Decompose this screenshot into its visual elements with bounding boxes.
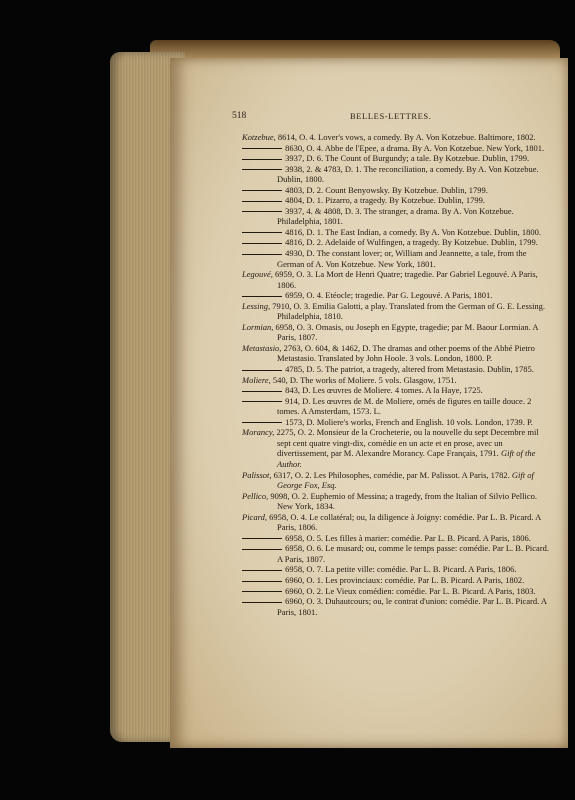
catalog-entry — [242, 543, 550, 564]
catalog-entry — [242, 132, 550, 143]
entry-author: Lessing, — [242, 300, 271, 311]
catalog-entry — [242, 586, 550, 597]
entry-text: 2275, O. 2. Monsieur de la Crocheterie, ou la nouvelle du sept Decembre mil sept cent quatre vingt-dix, comédie en un acte et en prose, avec un divertissement, par M. Alexandre Morancy. Cape Français, 1791. — [274, 427, 539, 459]
catalog-entry — [242, 564, 550, 575]
entry-author: Morancy, — [242, 427, 275, 438]
ditto-dash — [242, 422, 282, 423]
catalog-entry — [242, 301, 550, 322]
entry-text: 3937, 4. & 4808, D. 3. The stranger, a drama. By A. Von Kotzebue. Philadelphia, 1801. — [277, 205, 514, 227]
entry-text: 1573, D. Moliere's works, French and English. 10 vols. London, 1739. P. — [285, 416, 533, 427]
entry-text: 6958, O. 3. Omasis, ou Joseph en Egypte, tragedie; par M. Baour Lormian. A Paris, 1807. — [273, 321, 539, 343]
catalog-entry — [242, 227, 550, 238]
ditto-dash — [242, 591, 282, 592]
ditto-dash — [242, 254, 282, 255]
entry-text: 6958, O. 4. Le collatéral; ou, la diligence à Joigny: comédie. Par L. B. Picard. A Paris, 1806. — [266, 511, 541, 533]
ditto-dash — [242, 401, 282, 402]
entry-text: 6960, O. 1. Les provinciaux: comédie. Par L. B. Picard. A Paris, 1802. — [285, 574, 525, 585]
ditto-dash — [242, 211, 282, 212]
entry-text: 6958, O. 5. Les filles à marier: comédie. Par L. B. Picard. A Paris, 1806. — [285, 532, 531, 543]
catalog-entry — [242, 322, 550, 343]
entry-text: 8630, O. 4. Abbe de l'Epee, a drama. By A. Von Kotzebue. New York, 1801. — [285, 142, 545, 153]
entry-text: 3937, D. 6. The Count of Burgundy; a tale. By Kotzebue. Dublin, 1799. — [285, 153, 530, 164]
ditto-dash — [242, 159, 282, 160]
ditto-dash — [242, 296, 282, 297]
ditto-dash — [242, 169, 282, 170]
catalog-entry — [242, 269, 550, 290]
entry-text: 9098, O. 2. Euphemio of Messina; a tragedy, from the Italian of Silvio Pellico. New York, 1834. — [268, 490, 538, 512]
catalog-entry — [242, 385, 550, 396]
ditto-dash — [242, 602, 282, 603]
entry-text: 8614, O. 4. Lover's vows, a comedy. By A. Von Kotzebue. Baltimore, 1802. — [275, 132, 536, 142]
catalog-entry — [242, 195, 550, 206]
catalog-entry — [242, 248, 550, 269]
catalog-entry — [242, 417, 550, 428]
entry-gift-note: Gift of the Author. — [277, 448, 536, 469]
ditto-dash — [242, 581, 282, 582]
entry-text: 3938, 2. & 4783, D. 1. The reconciliation, a comedy. By A. Von Kotzebue. Dublin, 1800. — [277, 163, 539, 185]
entry-text: 6960, O. 2. Le Vieux comédien: comédie. Par L. B. Picard. A Paris, 1803. — [285, 585, 536, 596]
entry-author: Lormian, — [242, 321, 274, 332]
entry-text: 4785, D. 5. The patriot, a tragedy, altered from Metastasio. Dublin, 1785. — [285, 364, 534, 375]
entry-text: 4816, D. 2. Adelaide of Wulfingen, a tragedy. By Kotzebue. Dublin, 1799. — [285, 237, 538, 248]
catalog-entry — [242, 185, 550, 196]
catalog-entry — [242, 575, 550, 586]
ditto-dash — [242, 538, 282, 539]
entry-author: Picard, — [242, 511, 267, 522]
running-head: BELLES-LETTRES. — [350, 111, 432, 121]
ditto-dash — [242, 549, 282, 550]
entry-text: 6958, O. 7. La petite ville: comédie. Par L. B. Picard. A Paris, 1806. — [285, 564, 517, 575]
entry-text: 2763, O. 604, & 1462, D. The dramas and other poems of the Abbé Pietro Metastasio. Translated by John Hoole. 3 vols. London, 1800. P. — [277, 342, 535, 364]
ditto-dash — [242, 391, 282, 392]
entry-text: 540, D. The works of Moliere. 5 vols. Glasgow, 1751. — [270, 374, 457, 385]
catalog-entry — [242, 375, 550, 386]
entry-author: Pellico, — [242, 490, 269, 501]
catalog-entry — [242, 512, 550, 533]
catalog-entry — [242, 596, 550, 617]
catalog-entry — [242, 164, 550, 185]
entry-text: 4930, D. The constant lover; or, William and Jeannette, a tale, from the German of A. Von Kotzebue. New York, 1801. — [277, 248, 527, 269]
catalog-entry — [242, 470, 550, 491]
entry-text: 4816, D. 1. The East Indian, a comedy. By A. Von Kotzebue. Dublin, 1800. — [285, 226, 541, 237]
page-header — [232, 111, 547, 123]
catalog-entry — [242, 143, 550, 154]
entry-author: Moliere, — [242, 374, 271, 385]
catalog-entry — [242, 396, 550, 417]
entry-text: 6960, O. 3. Duhautcours; ou, le contrat d'union: comédie. Par L. B. Picard. A Paris, 1801. — [277, 596, 547, 617]
entry-text: 914, D. Les œuvres de M. de Moliere, ornés de figures en taille douce. 2 tomes. A Amsterdam, 1573. L. — [277, 395, 532, 417]
entry-text: 6959, O. 3. La Mort de Henri Quatre; tragedie. Par Gabriel Legouvé. A Paris, 1806. — [272, 269, 538, 290]
ditto-dash — [242, 190, 282, 191]
catalog-entry — [242, 364, 550, 375]
catalog-entry — [242, 533, 550, 544]
ditto-dash — [242, 570, 282, 571]
catalog-entry — [242, 206, 550, 227]
catalog-entry — [242, 290, 550, 301]
catalog-entry — [242, 491, 550, 512]
ditto-dash — [242, 201, 282, 202]
entry-text: 6959, O. 4. Etéocle; tragedie. Par G. Legouvé. A Paris, 1801. — [285, 290, 493, 301]
entry-gift-note: Gift of George Fox, Esq. — [277, 469, 534, 491]
entry-author: Metastasio, — [242, 342, 282, 353]
catalog-entry — [242, 427, 550, 469]
catalog-entries — [242, 132, 550, 617]
entry-text: 6317, O. 2. Les Philosophes, comédie, par M. Palissot. A Paris, 1782. — [271, 469, 512, 480]
ditto-dash — [242, 243, 282, 244]
catalog-entry — [242, 343, 550, 364]
entry-text: 6958, O. 6. Le musard; ou, comme le temps passe: comédie. Par L. B. Picard. A Paris, 1807. — [277, 543, 550, 564]
ditto-dash — [242, 148, 282, 149]
entry-text: 4803, D. 2. Count Benyowsky. By Kotzebue. Dublin, 1799. — [285, 184, 488, 195]
entry-text: 4804, D. 1. Pizarro, a tragedy. By Kotzebue. Dublin, 1799. — [285, 195, 485, 206]
catalog-entry — [242, 153, 550, 164]
entry-author: Palissot, — [242, 469, 272, 480]
entry-text: 7910, O. 3. Emilia Galotti, a play. Translated from the German of G. E. Lessing. Philadelphia, 1810. — [270, 300, 546, 322]
catalog-entry — [242, 237, 550, 248]
entry-author: Kotzebue, — [242, 132, 276, 142]
ditto-dash — [242, 232, 282, 233]
page-number: 518 — [232, 111, 247, 121]
entry-text: 843, D. Les œuvres de Moliere. 4 tomes. A la Haye, 1725. — [285, 385, 483, 396]
ditto-dash — [242, 370, 282, 371]
entry-author: Legouvé, — [242, 269, 273, 280]
